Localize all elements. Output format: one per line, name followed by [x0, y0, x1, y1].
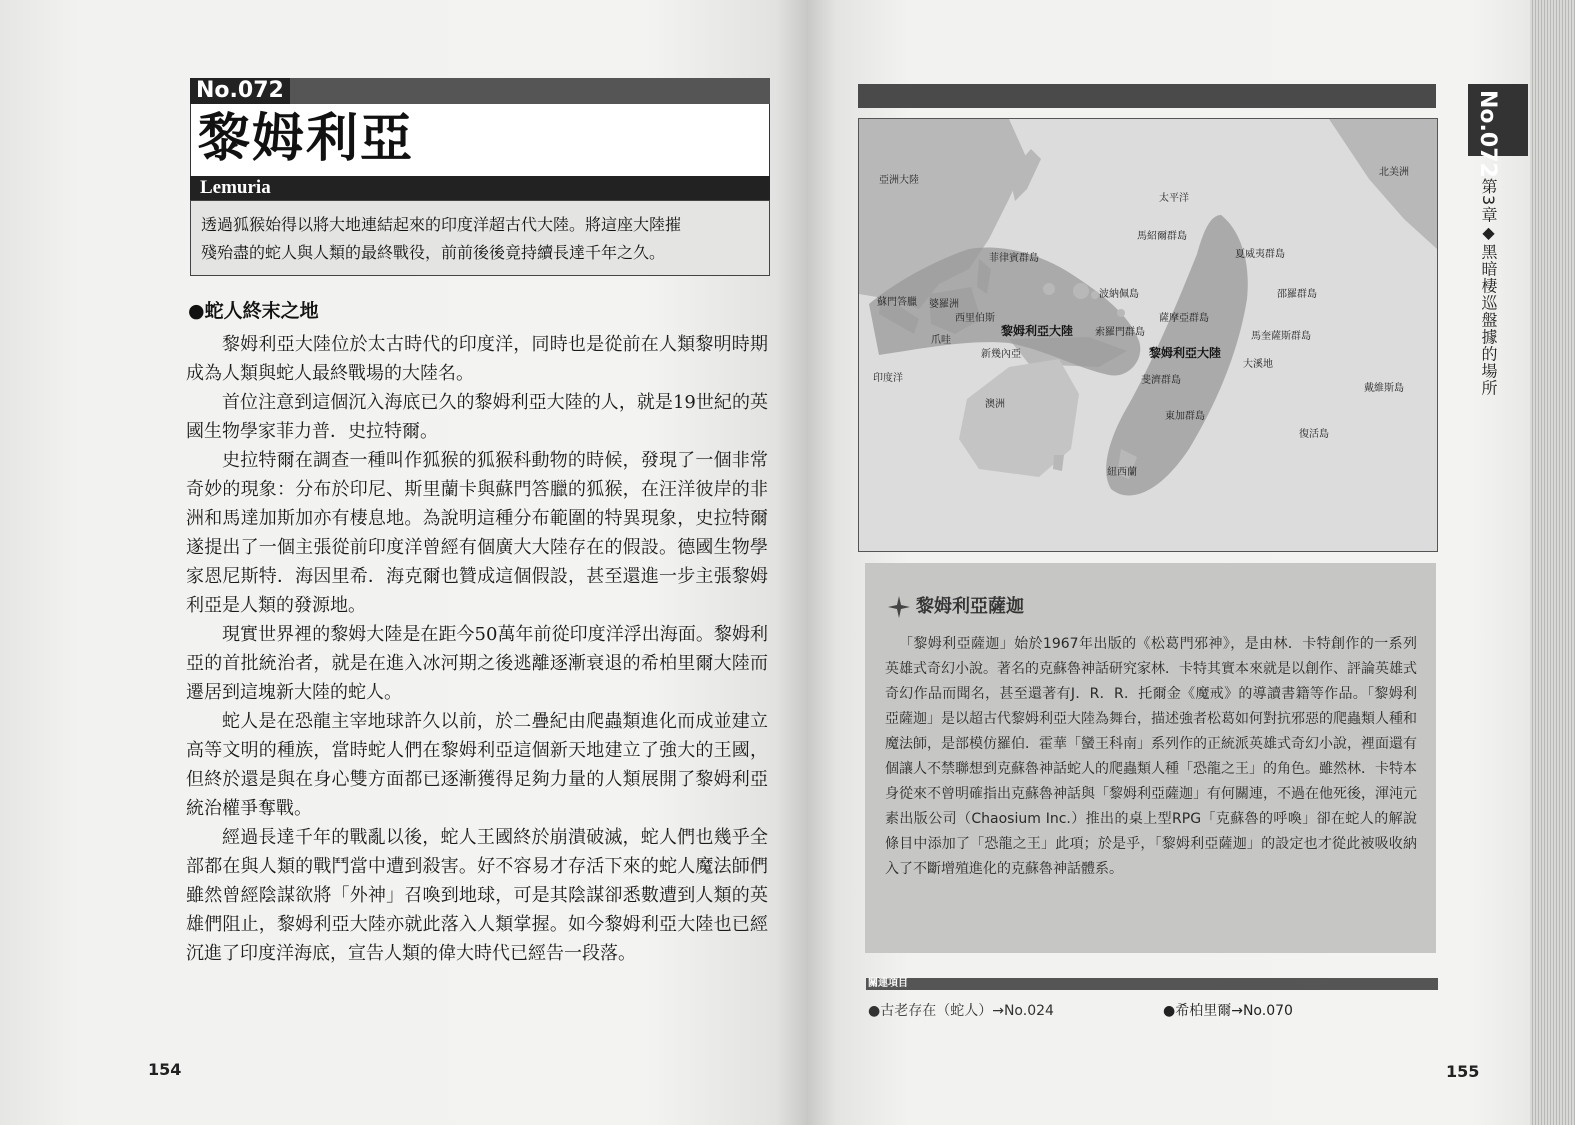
article-title: 黎姆利亞 — [198, 109, 415, 169]
map-header-bar — [858, 84, 1436, 108]
header-bar — [190, 78, 770, 104]
map-label-new-zealand: 紐西蘭 — [1107, 467, 1137, 478]
article-summary — [190, 200, 770, 276]
map-label-gilbert: 邵羅群島 — [1277, 289, 1317, 300]
paragraph: 黎姆利亞大陸位於太古時代的印度洋，同時也是從前在人類黎明時期成為人類與蛇人最終戰場的大陸名。 — [186, 334, 768, 384]
map-label-solomon: 索羅門群島 — [1095, 327, 1145, 338]
paragraph: 史拉特爾在調查一種叫作狐猴的狐猴科動物的時候，發現了一個非常奇妙的現象：分布於印尼、斯里蘭卡與蘇門答臘的狐猴，在汪洋彼岸的非洲和馬達加斯加亦有棲息地。為說明這種分布範圍的特異現象，史拉特爾遂提出了一個主張從前印度洋曾經有個廣大大陸存在的假設。德國生物學家恩尼斯特．海因里希．海克爾也贊成這個假設，甚至還進一步主張黎姆利亞是人類的發源地。 — [186, 450, 768, 616]
sidebar-box-text — [885, 632, 1417, 882]
map-label-sumatra: 蘇門答臘 — [877, 297, 917, 308]
map-label-indian-ocean: 印度洋 — [873, 373, 903, 384]
map-label-new-guinea: 新幾內亞 — [981, 349, 1021, 360]
page-number-left: 154 — [148, 1060, 182, 1079]
map-label-hawaii: 夏威夷群島 — [1235, 249, 1285, 260]
map-label-australia: 澳洲 — [985, 399, 1005, 410]
page-number-right: 155 — [1446, 1062, 1480, 1081]
paragraph: 首位注意到這個沉入海底已久的黎姆利亞大陸的人，就是19世紀的英國生物學家菲力普．史拉特爾。 — [186, 392, 768, 442]
map-label-pacific: 太平洋 — [1159, 193, 1189, 204]
side-chapter-title: 第3章◆黑暗棲巡盤據的場所 — [1479, 178, 1498, 397]
paragraph: 現實世界裡的黎姆大陸是在距今50萬年前從印度洋浮出海面。黎姆利亞的首批統治者，就是在進入冰河期之後逃離逐漸衰退的希柏里爾大陸而遷居到這塊新大陸的蛇人。 — [186, 624, 768, 703]
section-heading: ●蛇人終末之地 — [188, 300, 319, 322]
map-label-marquesas: 馬奎薩斯群島 — [1251, 331, 1311, 342]
sidebar-box-heading — [888, 592, 1024, 618]
island — [1073, 283, 1089, 299]
related-items-label: 關連項目 — [868, 978, 908, 989]
map-label-lemuria-east: 黎姆利亞大陸 — [1149, 346, 1222, 360]
sidebar-box-title: 黎姆利亞薩迦 — [916, 596, 1024, 617]
map-label-lemuria-west: 黎姆利亞大陸 — [1001, 324, 1074, 338]
related-item-link: ●古老存在（蛇人）→No.024 — [868, 1003, 1054, 1019]
map-svg — [859, 119, 1437, 551]
island — [1091, 291, 1099, 299]
summary-line: 透過狐猴始得以將大地連結起來的印度洋超古代大陸。將這座大陸摧 — [201, 215, 682, 234]
article-subtitle: Lemuria — [190, 176, 770, 200]
paragraph: 經過長達千年的戰亂以後，蛇人王國終於崩潰破滅，蛇人們也幾乎全部都在與人類的戰鬥當中遭到殺害。好不容易才存活下來的蛇人魔法師們雖然曾經陰謀欲將「外神」召喚到地球，可是其陰謀卻悉數遭到人類的英雄們阻止，黎姆利亞大陸亦就此落入人類掌握。如今黎姆利亞大陸也已經沉進了印度洋海底，宣告人類的偉大時代已經告一段落。 — [186, 827, 768, 964]
related-items-bar — [866, 978, 1438, 990]
map-label-asia: 亞洲大陸 — [879, 175, 919, 186]
map-label-borneo: 婆羅洲 — [929, 299, 959, 310]
map-label-tonga: 東加群島 — [1165, 411, 1205, 422]
paragraph: 蛇人是在恐龍主宰地球許久以前，於二疊紀由爬蟲類進化而成並建立高等文明的種族，當時蛇人們在黎姆利亞這個新天地建立了強大的王國，但終於還是與在身心雙方面都已逐漸獲得足夠力量的人類展開了黎姆利亞統治權爭奪戰。 — [186, 711, 768, 819]
map-label-tahiti: 大溪地 — [1243, 359, 1273, 370]
body-text — [186, 330, 768, 968]
map-label-marshall: 馬紹爾群島 — [1137, 231, 1187, 242]
compass-star-icon — [888, 596, 910, 618]
map-label-pitcairn: 復活島 — [1299, 429, 1329, 440]
map-label-philippines: 菲律賓群島 — [989, 253, 1039, 264]
map-label-easter: 戴維斯島 — [1364, 383, 1404, 394]
island — [1117, 309, 1125, 317]
page-edge — [1530, 0, 1575, 1125]
island — [1043, 283, 1055, 295]
article-header — [190, 78, 770, 276]
map-label-caroline: 波納佩島 — [1099, 289, 1139, 300]
summary-line: 殘殆盡的蛇人與人類的最終戰役，前前後後竟持續長達千年之久。 — [201, 243, 666, 262]
map-label-north-america: 北美洲 — [1379, 167, 1409, 178]
map-label-java: 爪哇 — [931, 335, 951, 346]
map-label-samoa: 薩摩亞群島 — [1159, 313, 1209, 324]
article-number-badge: No.072 — [190, 78, 290, 104]
lemuria-map — [858, 118, 1438, 552]
paragraph: 「黎姆利亞薩迦」始於1967年出版的《松葛門邪神》，是由林．卡特創作的一系列英雄式奇幻小說。著名的克蘇魯神話研究家林．卡特其實本來就是以創作、評論英雄式奇幻作品而聞名，甚至還著有J．R．R．托爾金《魔戒》的導讀書籍等作品。「黎姆利亞薩迦」是以超古代黎姆利亞大陸為舞台，描述強者松葛如何對抗邪惡的爬蟲類人種和魔法師，是部模仿羅伯．霍華「蠻王科南」系列作的正統派英雄式奇幻小說，裡面還有個讓人不禁聯想到克蘇魯神話蛇人的爬蟲類人種「恐龍之王」的角色。雖然林．卡特本身從來不曾明確指出克蘇魯神話與「黎姆利亞薩迦」有何關連，不過在他死後，渾沌元素出版公司（Chaosium Inc.）推出的桌上型RPG「克蘇魯的呼喚」卻在蛇人的解說條目中添加了「恐龍之王」此項；於是乎，「黎姆利亞薩迦」的設定也才從此被吸收納入了不斷增殖進化的克蘇魯神話體系。 — [885, 636, 1417, 877]
map-label-celebes: 西里伯斯 — [955, 313, 995, 324]
related-item-link: ●希柏里爾→No.070 — [1163, 1003, 1293, 1019]
side-article-number: No.072 — [1475, 90, 1500, 178]
map-label-fiji: 斐濟群島 — [1141, 375, 1181, 386]
